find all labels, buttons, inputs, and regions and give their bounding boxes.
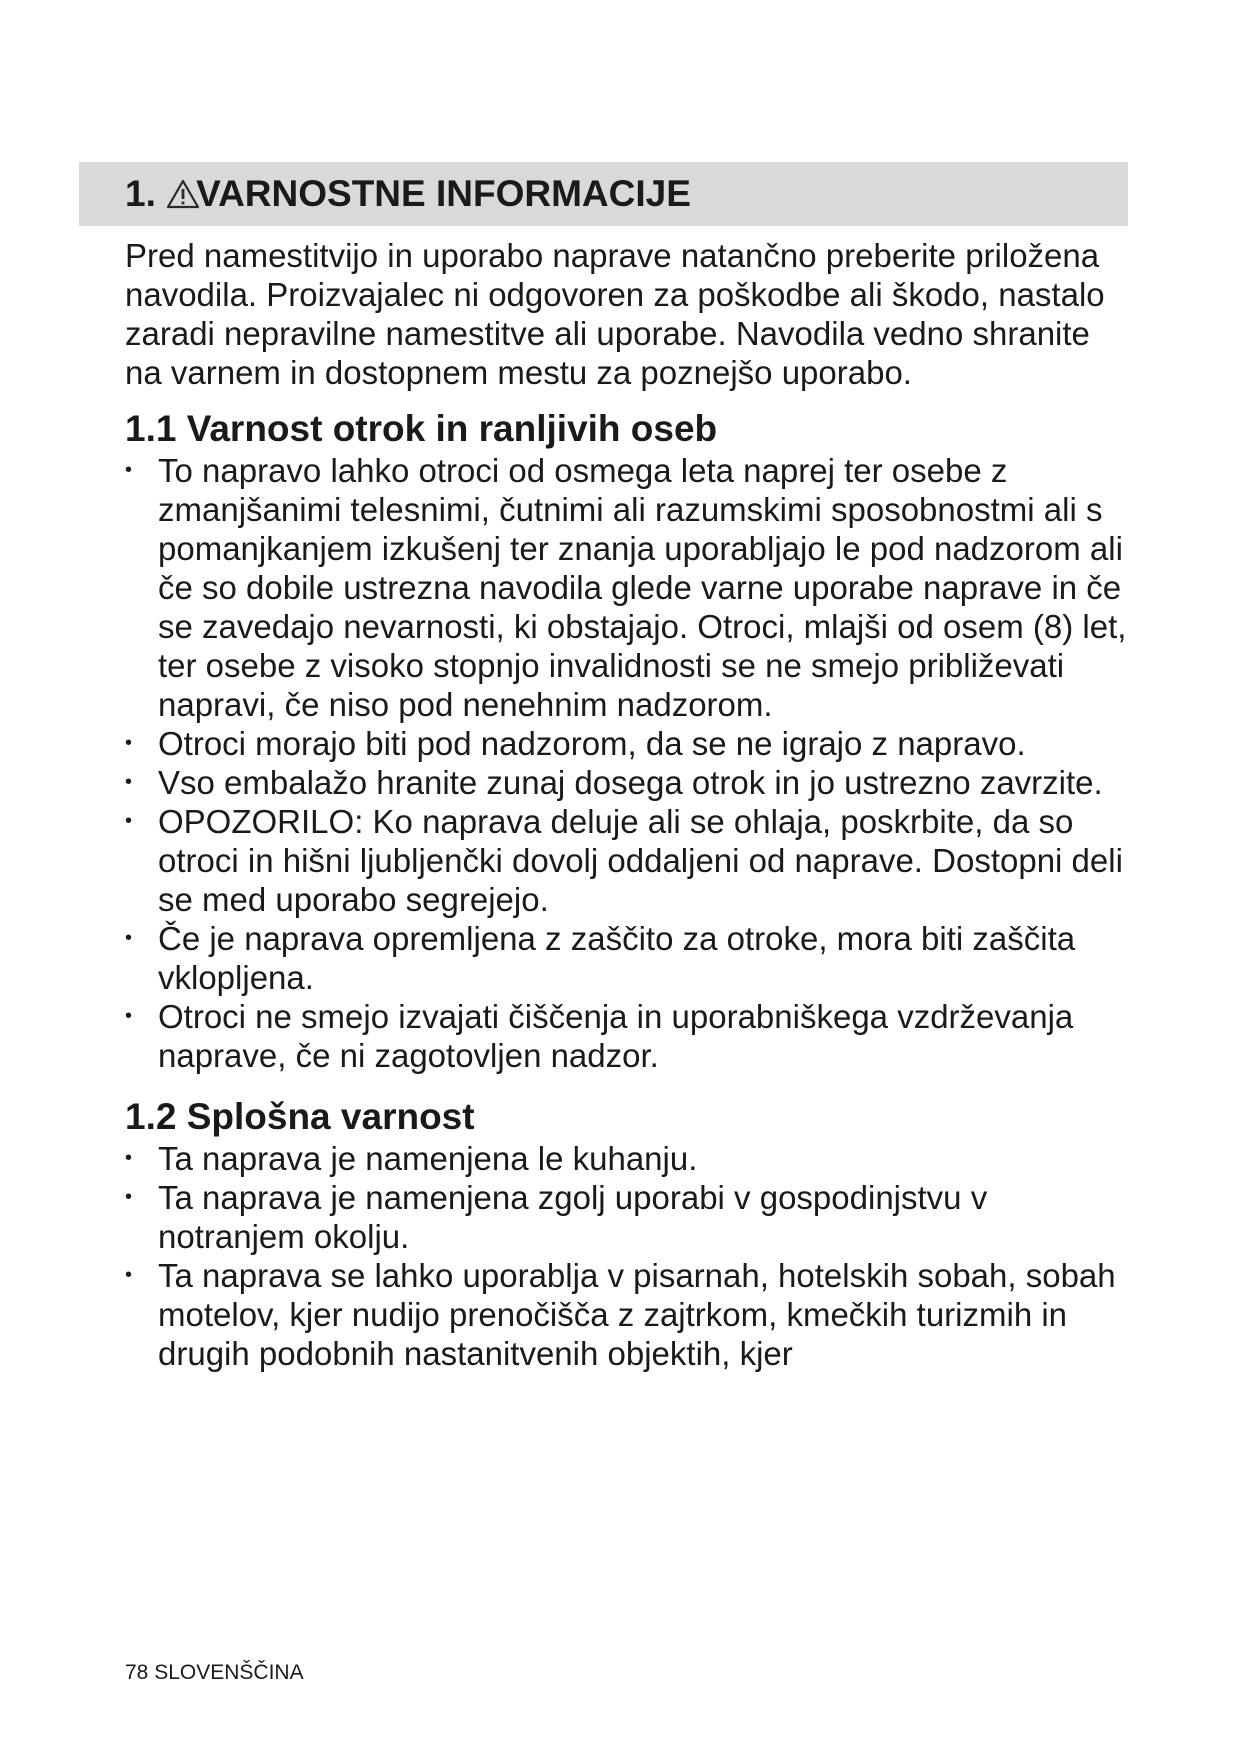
list-item: • Otroci ne smejo izvajati čiščenja in uporabniškega vzdrževanja naprave, če ni zagotovljen nadzor.: [125, 998, 1074, 1074]
bullet-icon: •: [125, 810, 133, 832]
bullet-icon: •: [125, 927, 133, 949]
subsection-heading-general-safety: 1.2 Splošna varnost: [125, 1096, 475, 1137]
bullet-icon: •: [125, 459, 133, 481]
bullet-icon: •: [125, 732, 133, 754]
page-footer: 78 SLOVENŠČINA: [125, 1661, 304, 1684]
list-item: • OPOZORILO: Ko naprava deluje ali se ohlaja, poskrbite, da so otroci in hišni ljubljenčki dovolj oddaljeni od naprave. Dostopni deli se med uporabo segrejejo.: [125, 803, 1123, 918]
subsection-heading-child-safety: 1.1 Varnost otrok in ranljivih oseb: [125, 408, 718, 449]
list-item: • Vso embalažo hranite zunaj dosega otrok in jo ustrezno zavrzite.: [125, 764, 1103, 801]
list-item: • Ta naprava je namenjena zgolj uporabi v gospodinjstvu v notranjem okolju.: [125, 1179, 988, 1255]
bullet-icon: •: [125, 1264, 133, 1286]
bullet-icon: •: [125, 1147, 133, 1169]
bullet-icon: •: [125, 1005, 133, 1027]
section-title: [125, 173, 691, 215]
child-safety-list: [125, 451, 1135, 1075]
bullet-icon: •: [125, 1186, 133, 1208]
general-safety-list: [125, 1139, 1135, 1373]
list-item: • Ta naprava se lahko uporablja v pisarnah, hotelskih sobah, sobah motelov, kjer nudijo prenočišča z zajtrkom, kmečkih turizmih in drugih podobnih nastanitvenih objektih, kjer: [125, 1257, 1116, 1372]
section-title-text: VARNOSTNE INFORMACIJE: [196, 173, 691, 214]
warning-triangle-icon: [166, 179, 200, 209]
list-item: • Če je naprava opremljena z zaščito za otroke, mora biti zaščita vklopljena.: [125, 920, 1076, 996]
list-item: • To napravo lahko otroci od osmega leta naprej ter osebe z zmanjšanimi telesnimi, čutnimi ali razumskimi sposobnostmi ali s pomanjkanjem izkušenj ter znanja uporabljajo le pod nadzorom ali če so dobile ustrezna navodila glede varne uporabe naprave in če se zavedajo nevarnosti, ki obstajajo. Otroci, mlajši od osem (8) let, ter osebe z visoko stopnjo invalidnosti se ne smejo približevati napravi, če niso pod nenehnim nadzorom.: [125, 452, 1127, 723]
list-item: • Ta naprava je namenjena le kuhanju.: [125, 1140, 698, 1177]
page-content: [125, 236, 1135, 1373]
intro-paragraph: Pred namestitvijo in uporabo naprave natančno preberite priložena navodila. Proizvajalec ni odgovoren za poškodbe ali škodo, nastalo zaradi nepravilne namestitve ali uporabe. Navodila vedno shranite na varnem in dostopnem mestu za poznejšo uporabo.: [125, 237, 1105, 391]
list-item: • Otroci morajo biti pod nadzorom, da se ne igrajo z napravo.: [125, 725, 1026, 762]
bullet-icon: •: [125, 771, 133, 793]
section-number: 1.: [125, 173, 156, 214]
